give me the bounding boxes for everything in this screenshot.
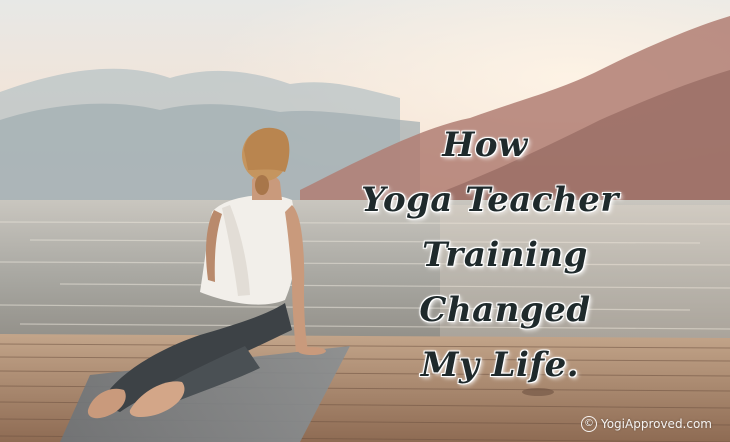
headline-overlay [330, 118, 660, 393]
headline-line-1: How [442, 125, 528, 165]
watermark [581, 416, 712, 432]
headline-line-2: Yoga Teacher [361, 180, 619, 220]
headline-line-3: Training Changed [419, 235, 591, 330]
headline-line-4: My Life. [420, 345, 580, 385]
watermark-text: YogiApproved.com [600, 417, 712, 431]
copyright-icon: © [581, 416, 597, 432]
